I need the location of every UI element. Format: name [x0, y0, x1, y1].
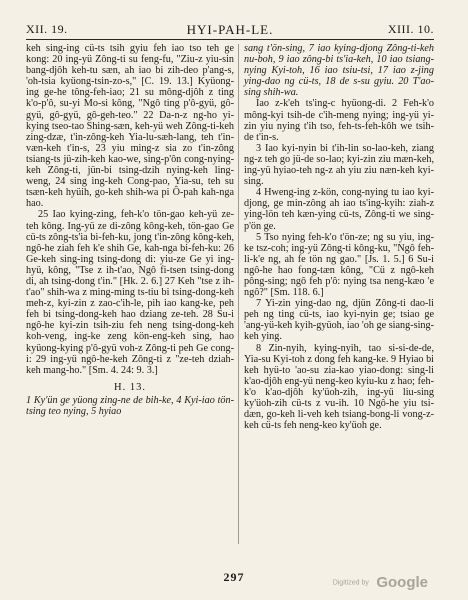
column-divider [238, 44, 239, 544]
left-paragraph-2: 25 Iao kying-zing, feh-k'o tön-gao keh-yü ze-teh kông. Ing-yü ze di-zông kông-keh, tön-gao Ge cü-ts zông-ts'ia bi-feh-ku, jong t'in-zông kông-keh, ngô-he ziah feh k'e shih Ge, kah-nga bi-feh-ku: 26 Ge-keh sing-ing tsing-dong di: yiu-ze Ge yi ing-hyü, kông, "Tse z ih-t'ao, Ngô fi-tsen tsing-dong di, ah tsing-dong t'in." [Hk. 2. 6.] 27 Keh "tse z ih-t'ao" shih-wa z ming-ming ts-tiu bi tsing-dong-keh meh-z, kyi-zin z zao-c'ih-le, pih iao kang-ke, peh feh bi tsing-dong-keh hao dziang ze-teh. 28 Su-i ngô-he kyi-zin tsih-ziu feh neng tsing-dong-keh koh-veng, ing-ke zeng kön-eng-keh sing, hao kyüong-kying p'ô-gyü voh-z Zông-ti peh Ge cong-i: 29 ing-yü ngô-he-keh Zông-ti z "ze-teh dziah-keh mang-ho." [Sm. 4. 24: 9. 3.] [26, 209, 234, 376]
right-paragraph-6: 8 Zin-nyih, kying-nyih, tao si-si-de-de, Yia-su Kyi-toh z dong feh kang-ke. 9 Hyiao bi keh hyü-to 'ao-su zia-kao yiao-dong: sing-li k'ao-djôh eng-yü neng-keo kyiu-ku z hao; feh-k'o k'ao-djôh ky'üoh-zih, ing-yü liu-sing ky'üoh-zih cü-ts z vu-ih. 10 Ngô-he yiu tsi-dæn, go-keh li-veh keh tsiang-bong-li vong-z-keh cü-ts feh neng-keo ky'üoh ge. [244, 342, 434, 432]
header-left-ref: XII. 19. [26, 22, 68, 36]
chapter-summary-continued: sang t'ön-sing, 7 iao kying-djong Zông-ti-keh nu-boh, 9 iao zông-bi ts'ia-keh, 10 iao tsiang-nying Kyi-toh, 16 iao tsiu-tsi, 17 iao z-jing ying-dao ng cü-ts, 18 de s-su gyiu. 20 T'ao-sing shih-wa. [244, 43, 434, 99]
right-paragraph-1: Iao z-k'eh ts'ing-c hyüong-di. 2 Feh-k'o mông-kyi tsih-de c'ih-meng nying; ing-yü yi-zin yiu nying t'ih tso, feh-ts-feh-kôh we tsih-de t'in-s. [244, 98, 434, 143]
chapter-heading: H. 13. [114, 381, 146, 393]
running-header [26, 22, 434, 38]
watermark-prefix: Digitized by [332, 579, 369, 587]
header-rule [26, 39, 434, 40]
left-column [26, 43, 234, 417]
right-paragraph-5: 7 Yi-zin ying-dao ng, djün Zông-ti dao-li peh ng ting cü-ts, iao kyi-nyin ge; tsiao ge 'ang-yü-keh kyih-gyüoh, iao 'oh ge siang-sing-keh ying. [244, 298, 434, 343]
google-logo: Google [376, 574, 428, 592]
right-paragraph-3: 4 Hweng-ing z-kön, cong-nying tu iao kyi-djong, ge min-zông ah iao ts'ing-kyih: ziah-z ying-lön teh kæn-ying cü-ts, Zông-ti we sing-p'ön ge. [244, 187, 434, 232]
right-column [244, 43, 434, 431]
digitized-watermark [333, 574, 428, 592]
header-right-ref: XIII. 10. [387, 22, 434, 36]
header-title: HYI-PAH-LE. [186, 22, 274, 37]
page-number: 297 [223, 570, 245, 584]
chapter-summary: 1 Ky'ün ge yüong zing-ne de bih-ke, 4 Kyi-iao tön-tsing teo nying, 5 hyiao [26, 394, 234, 417]
right-paragraph-2: 3 Iao kyi-nyin bi t'ih-lin so-lao-keh, ziang ng-z teh go jü-de so-lao; kyi-zin ziu mæn-keh, ing-yü hyiao-teh ng-z ah yiu ziu næn-keh kyi-sing. [244, 142, 434, 188]
right-paragraph-4: 5 Tso nying feh-k'o t'ön-ze; ng su yiu, ing-ke tsz-coh; ing-yü Zông-ti kông-ku, "Ngô feh-li-k'e ng, ah fe tön ng gao." [Js. 1. 5.] 6 Su-i ngô-he hao fong-tæn kông, "Cü z ngô-keh pông-sing; ngô feh p'ô: nying tsa neng-kæo 'e ngô?" [Sm. 118. 6.] [244, 231, 434, 299]
left-paragraph-1: keh sing-ing cü-ts tsih gyiu feh iao tso teh ge kong: 20 ing-yü Zông-ti su feng-fu, "Ziu-z yiu-sin bang-djôh keh-tu sæn, ah iao bi zih-deo p'ang-s, 'oh-tsia kyüong-tsin-zo-s," [C. 19. 13.] Kyüong-ing ge-he tông-feh-iao; 21 su mông-djôh z ting k'o-p'ô, su-yi Mo-si kông, "Ngô ting p'ô-gyü, gô-gyü, gô-gyü, gô-geh-teo." 22 Da-n-z ng-ho yi-kying tseo-tao Shing-sæn, keh-yü weh Zông-ti-keh zing-dzæ, t'in-zông-keh Yia-lu-sæh-lang, teh t'in-væn-keh t'in-s, 23 yiu ming-z sia zo t'in-zông tsiang-ts jü-zih-keh kao-we, sing-p'ôn cong-nying-keh Zông-ti, jün-bi tsing-dzih nying-keh ling-weng, 24 sing ing-keh Cong-pao, Yia-su, teh su tsæn-keh hyüih, go-keh shih-wa pi Ô-pah kah-nga hao. [26, 43, 234, 210]
